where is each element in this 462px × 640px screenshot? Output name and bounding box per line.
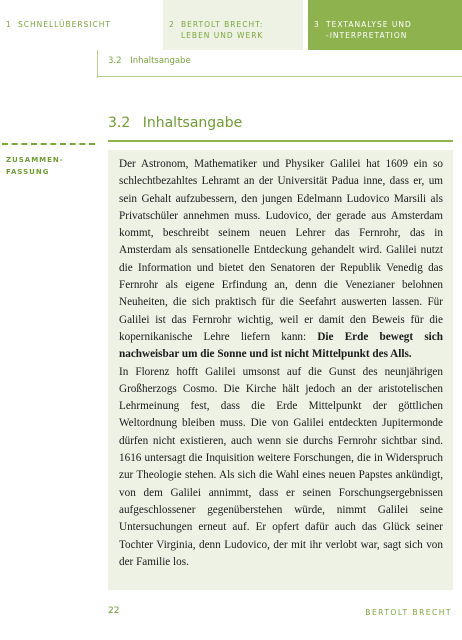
emphasis-text: Die Erde bewegt sich nachweisbar um die Sonne und ist nicht Mittelpunkt des Alls.	[119, 330, 443, 361]
chapter-tabs	[0, 0, 462, 50]
tab-number: 3	[314, 20, 320, 29]
tab-label-line2: LEBEN UND WERK	[181, 31, 264, 40]
sidebar-label-line1: ZUSAMMEN-	[6, 156, 64, 164]
paragraph-text: Der Astronom, Mathematiker und Physiker Galilei hat 1609 ein so schlechtbezahltes Lehramt an der Universität Padua inne, dass er, um sein Gehalt aufzubessern, den jungen Edelmann Ludovico Marsili als Privatschüler annehmen muss. Ludovico, der gerade aus Amsterdam kommt, beschreibt seinem neuen Lehrer das Fernrohr, das in Amsterdam als sensationelle Entdeckung gehandelt wird. Galilei nutzt die Information und bietet den Senatoren der Republik Venedig das Fernrohr als eigene Erfindung an, denn die Venezianer belohnen Neuheiten, die sich praktisch für die Seefahrt auswerten lassen. Für Galilei ist das Fernrohr wichtig, weil er damit den Beweis für die kopernikanische Lehre liefern kann:	[119, 158, 443, 343]
heading-underline	[108, 140, 453, 142]
tab-number: 1	[6, 20, 12, 29]
tab-label: SCHNELLÜBERSICHT	[18, 20, 111, 29]
sidebar-dash-rule	[2, 143, 95, 145]
paragraph	[119, 156, 443, 364]
section-heading	[108, 115, 242, 131]
sidebar-label	[6, 154, 96, 178]
breadcrumb-label: Inhaltsangabe	[130, 56, 191, 66]
tab-label-line1: BERTOLT BRECHT:	[181, 20, 264, 29]
tab-schnelluebersicht[interactable]	[0, 0, 158, 50]
summary-box	[108, 150, 453, 590]
section-number: 3.2	[108, 115, 131, 131]
page-number: 22	[108, 606, 120, 616]
tab-label-line1: TEXTANALYSE UND	[326, 20, 412, 29]
divider	[97, 50, 98, 78]
sidebar-label-line2: FASSUNG	[6, 168, 50, 176]
section-title: Inhaltsangabe	[142, 115, 243, 131]
divider	[97, 76, 462, 77]
tab-leben-und-werk[interactable]	[163, 0, 303, 50]
breadcrumb	[108, 56, 191, 66]
tab-number: 2	[169, 20, 175, 29]
tab-textanalyse[interactable]	[308, 0, 462, 50]
breadcrumb-number: 3.2	[108, 56, 122, 66]
tab-label-line2: -INTERPRETATION	[326, 31, 408, 40]
summary-text	[119, 156, 443, 571]
running-footer: BERTOLT BRECHT	[365, 608, 452, 617]
paragraph: In Florenz hofft Galilei umsonst auf die Gunst des neunjährigen Großherzogs Cosmo. Die Kirche hält jedoch an der aristotelischen Lehrmeinung fest, dass die Erde Mittelpunkt der göttlichen Weltordnung bleiben muss. Die von Galilei entdeckten Jupitermonde dürfen nicht existieren, auch wenn sie durchs Fernrohr sichtbar sind. 1616 untersagt die Inquisition weitere Forschungen, die in Widerspruch zur Theologie stehen. Als sich die Wahl eines neuen Papstes ankündigt, von dem Galilei annimmt, dass er seinen Forschungsergebnissen aufgeschlossener gegenüberstehen würde, nimmt Galilei seine Untersuchungen erneut auf. Er opfert dafür auch das Glück seiner Tochter Virginia, denn Ludovico, der mit ihr verlobt war, sagt sich von der Familie los.	[119, 365, 443, 568]
